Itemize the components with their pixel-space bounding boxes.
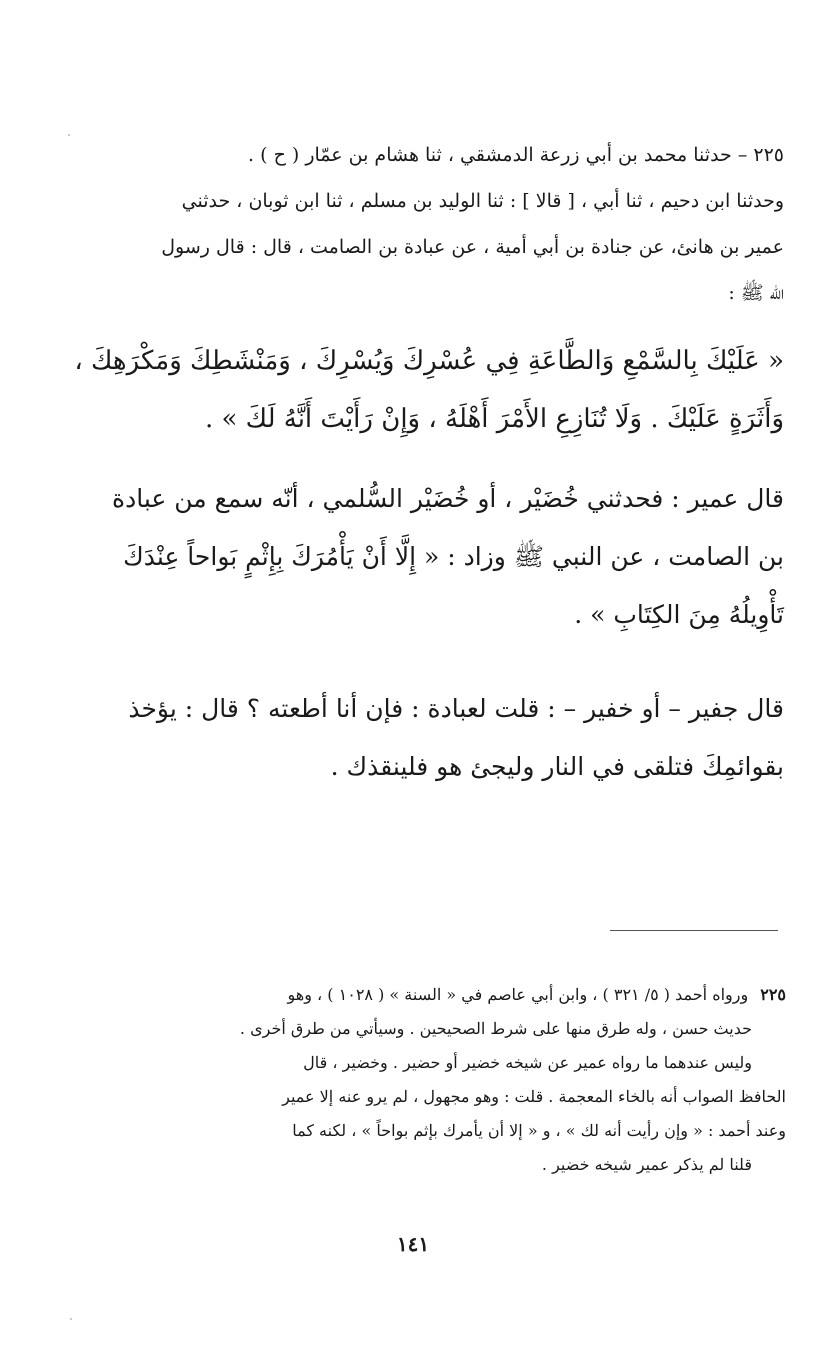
- isnad-line: ٢٢٥ – حدثنا محمد بن أبي زرعة الدمشقي ، ثنا هشام بن عمّار ( ح ) .: [248, 144, 784, 166]
- hadith-text: [40, 332, 784, 448]
- footnote-line: وعند أحمد : « وإن رأيت أنه لك » ، و « إلا أن يأمرك بإثم بواحاً » ، لكنه كما: [292, 1121, 786, 1140]
- page-number: ١٤١: [396, 1232, 430, 1256]
- hadith-isnad: [100, 132, 784, 316]
- hadith-line: وَأَثَرَةٍ عَلَيْكَ . وَلَا تُنَازِعِ الأَمْرَ أَهْلَهُ ، وَإِنْ رَأَيْتَ أَنَّهُ لَكَ » .: [204, 404, 784, 434]
- umair-line: بن الصامت ، عن النبي ﷺ وزاد : « إِلَّا أَنْ يَأْمُرَكَ بِإِثْمٍ بَواحاً عِنْدَكَ: [123, 542, 784, 571]
- hadith-line: « عَلَيْكَ بِالسَّمْعِ وَالطَّاعَةِ فِي عُسْرِكَ وَيُسْرِكَ ، وَمَنْشَطِكَ وَمَكْرَهِكَ ،: [74, 346, 784, 376]
- footnote-number: ٢٢٥: [760, 985, 786, 1004]
- isnad-line: عمير بن هانئ، عن جنادة بن أبي أمية ، عن عبادة بن الصامت ، قال : قال رسول: [161, 236, 784, 258]
- umair-line: تَأْوِيلُهُ مِنَ الكِتَابِ » .: [574, 600, 784, 629]
- isnad-line: وحدثنا ابن دحيم ، ثنا أبي ، [ قالا ] : ثنا الوليد بن مسلم ، ثنا ابن ثوبان ، حدثني: [181, 190, 784, 212]
- footnote: [100, 978, 786, 1182]
- umair-narration: [40, 470, 784, 644]
- footnote-line: حديث حسن ، وله طرق منها على شرط الصحيحين . وسيأتي من طرق أخرى .: [239, 1019, 752, 1038]
- footnote-text: ورواه أحمد ( ٥/ ٣٢١ ) ، وابن أبي عاصم في « السنة » ( ١٠٢٨ ) ، وهو: [287, 985, 749, 1004]
- jufair-line: بقوائمِكَ فتلقى في النار وليجئ هو فلينقذك .: [330, 752, 784, 781]
- footnote-line: [100, 978, 786, 1012]
- footnote-separator: [610, 930, 778, 931]
- footnote-line: وليس عندهما ما رواه عمير عن شيخه خضير أو حضير . وخضير ، قال: [303, 1053, 752, 1072]
- footnote-line: الحافظ الصواب أنه بالخاء المعجمة . قلت : وهو مجهول ، لم يرو عنه إلا عمير: [282, 1087, 786, 1106]
- jufair-line: قال جفير – أو خفير – : قلت لعبادة : فإن أنا أطعته ؟ قال : يؤخذ: [128, 694, 784, 723]
- scan-speck: [68, 134, 70, 136]
- footnote-line: قلنا لم يذكر عمير شيخه خضير .: [541, 1155, 752, 1174]
- scan-speck: [70, 1318, 72, 1320]
- umair-line: قال عمير : فحدثني خُضَيْر ، أو خُضَيْر السُّلمي ، أنّه سمع من عبادة: [112, 484, 784, 513]
- jufair-narration: [40, 680, 784, 796]
- isnad-line: الله ﷺ :: [728, 282, 784, 304]
